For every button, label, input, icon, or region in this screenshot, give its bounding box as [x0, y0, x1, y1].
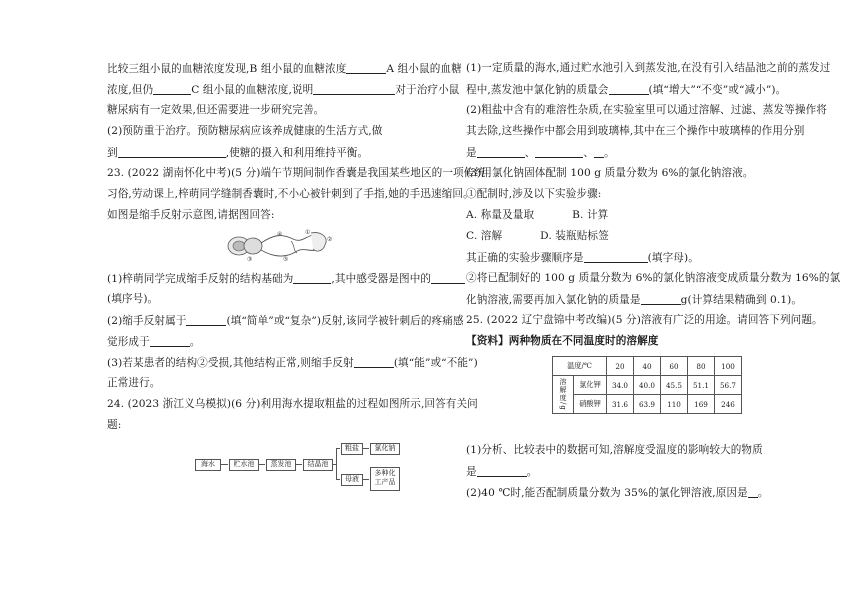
- option-d: D. 装瓶贴标签: [540, 230, 609, 242]
- text-line: 程中,蒸发池中氯化钠的质量会 (填“增大”“不变”或“减小”)。: [466, 84, 787, 96]
- text-line: 是 。: [466, 466, 538, 478]
- right-column: [466, 62, 841, 507]
- text-line: 其去除,这些操作中都会用到玻璃棒,其中在三个操作中玻璃棒的作用分别: [466, 125, 805, 137]
- table-header-cell: 60: [661, 357, 688, 376]
- text-line: (填序号)。: [107, 293, 159, 305]
- text-line: (1)一定质量的海水,通过贮水池引入到蒸发池,在没有引入结晶池之前的蒸发过: [466, 62, 831, 74]
- text-line: 是 、 、 。: [466, 147, 615, 159]
- question-23-stem: 23. (2022 湖南怀化中考)(5 分)端午节期间制作香囊是我国某些地区的一项传统: [107, 167, 486, 179]
- option-line: [466, 209, 822, 230]
- text-line: (1)分析、比较表中的数据可知,溶解度受温度的影响较大的物质: [466, 444, 763, 456]
- flow-node: 蒸发池: [266, 459, 296, 471]
- text-line: 化钠溶液,需要再加入氯化钠的质量是 g(计算结果精确到 0.1)。: [466, 294, 803, 306]
- text-line: (2)40 ℃时,能否配制质量分数为 35%的氯化钾溶液,原因是 。: [466, 487, 769, 499]
- table-header-cell: 100: [715, 357, 742, 376]
- flow-arrow: [362, 448, 369, 449]
- text-line: ②将已配制好的 100 g 质量分数为 6%的氯化钠溶液变成质量分数为 16%的氯: [466, 272, 841, 284]
- reflex-label: ⑤: [283, 256, 289, 263]
- reflex-label: ③: [247, 256, 253, 263]
- text-line: (3)用氯化钠固体配制 100 g 质量分数为 6%的氯化钠溶液。: [466, 167, 754, 179]
- text-line: 比较三组小鼠的血糖浓度发现,B 组小鼠的血糖浓度 A 组小鼠的血糖: [107, 63, 462, 75]
- table-cell: 51.1: [688, 376, 715, 395]
- text-line: 题:: [107, 419, 122, 431]
- question-25-stem: 25. (2022 辽宁盘锦中考改编)(5 分)溶液有广泛的用途。请回答下列问题。: [466, 314, 823, 326]
- table-row: [553, 395, 742, 414]
- flow-node-products: 多种化 工产品: [370, 467, 400, 491]
- flow-arrow: [362, 479, 369, 480]
- text-line: ①配制时,涉及以下实验步骤:: [466, 188, 602, 200]
- reflex-label: ②: [327, 236, 333, 243]
- reflex-label: ④: [277, 231, 283, 238]
- option-line: [466, 230, 822, 251]
- text-line: (1)梓萌同学完成缩手反射的结构基础为 ,其中感受器是图中的: [107, 272, 453, 293]
- table-cell: 45.5: [661, 376, 688, 395]
- table-cell: 110: [661, 395, 688, 414]
- option-c: C. 溶解: [466, 230, 503, 242]
- answer-blank[interactable]: [431, 272, 465, 284]
- reflex-arc-diagram: [107, 229, 453, 263]
- answer-blank[interactable]: [150, 335, 190, 347]
- flow-node: 贮水池: [229, 459, 259, 471]
- answer-blank[interactable]: [535, 146, 583, 158]
- answer-blank[interactable]: [584, 251, 648, 263]
- row-group-label: 溶解度/g: [553, 376, 574, 414]
- table-cell: 56.7: [715, 376, 742, 395]
- table-header-cell: 80: [688, 357, 715, 376]
- text-line: (3)若某患者的结构②受损,其他结构正常,则缩手反射 (填“能”或“不能”): [107, 357, 478, 369]
- text-line: 浓度,但仍 C 组小鼠的血糖浓度,说明 对于治疗小鼠: [107, 84, 460, 96]
- table-cell: 246: [715, 395, 742, 414]
- option-a: A. 称量及量取: [466, 209, 535, 221]
- text-line: (2)预防重于治疗。预防糖尿病应该养成健康的生活方式,做: [107, 125, 383, 137]
- flow-arrow: [258, 464, 265, 465]
- text-line: (2)粗盐中含有的难溶性杂质,在实验室里可以通过溶解、过滤、蒸发等操作将: [466, 104, 827, 116]
- answer-blank[interactable]: [313, 83, 395, 95]
- flow-branch-line: [336, 448, 337, 480]
- flow-node: 结晶池: [303, 459, 333, 471]
- flow-node: 母液: [341, 474, 363, 486]
- answer-blank[interactable]: [594, 146, 604, 158]
- answer-blank[interactable]: [748, 486, 758, 498]
- table-cell: 31.6: [607, 395, 634, 414]
- text-line: 其正确的实验步骤顺序是 (填字母)。: [466, 252, 699, 264]
- table-row: [553, 376, 742, 395]
- answer-blank[interactable]: [346, 62, 386, 74]
- table-header-cell: 20: [607, 357, 634, 376]
- salt-extraction-flowchart: [107, 442, 453, 490]
- answer-blank[interactable]: [354, 356, 394, 368]
- answer-blank[interactable]: [641, 293, 681, 305]
- text-line: 习俗,劳动课上,梓萌同学缝制香囊时,不小心被针刺到了手指,她的手迅速缩回。: [107, 188, 474, 200]
- table-cell: 169: [688, 395, 715, 414]
- table-header-row: [553, 357, 742, 376]
- answer-blank[interactable]: [477, 146, 525, 158]
- answer-blank[interactable]: [153, 83, 191, 95]
- text-line: 如图是缩手反射示意图,请据图回答:: [107, 209, 275, 221]
- flow-branch-line: [336, 479, 340, 480]
- table-cell: 40.0: [634, 376, 661, 395]
- text-line: 正常进行。: [107, 377, 161, 389]
- option-b: B. 计算: [572, 209, 609, 221]
- flow-branch-line: [336, 448, 340, 449]
- answer-blank[interactable]: [293, 272, 331, 284]
- answer-blank[interactable]: [186, 314, 226, 326]
- answer-blank[interactable]: [477, 465, 527, 477]
- reflex-arc-figure: [225, 229, 335, 263]
- text-line: (2)缩手反射属于 (填“简单”或“复杂”)反射,该同学被针刺后的疼痛感: [107, 315, 464, 327]
- flow-arrow: [220, 464, 228, 465]
- table-row-name: 硝酸钾: [574, 395, 607, 414]
- reflex-label: ①: [305, 229, 311, 236]
- table-header-cell: 40: [634, 357, 661, 376]
- answer-blank[interactable]: [118, 146, 226, 158]
- text-line: 糖尿病有一定效果,但还需要进一步研究完善。: [107, 104, 325, 116]
- answer-blank[interactable]: [609, 83, 649, 95]
- flow-node: 氯化钠: [370, 443, 400, 455]
- text-line: 觉形成于 。: [107, 336, 201, 348]
- flow-node: 粗盐: [341, 443, 363, 455]
- table-row-name: 氯化钾: [574, 376, 607, 395]
- flow-node: 海水: [195, 459, 221, 471]
- data-caption: 【资料】两种物质在不同温度时的溶解度: [466, 335, 659, 347]
- text-line: 到 ,使糖的摄入和利用维持平衡。: [107, 147, 369, 159]
- question-24-stem: 24. (2023 浙江义乌模拟)(6 分)利用海水提取粗盐的过程如图所示,回答有关问: [107, 398, 478, 410]
- flow-arrow: [295, 464, 302, 465]
- table-cell: 34.0: [607, 376, 634, 395]
- solubility-table: [552, 356, 742, 414]
- table-header-cell: 温度/℃: [553, 357, 607, 376]
- solubility-table-wrap: [466, 356, 822, 440]
- table-cell: 63.9: [634, 395, 661, 414]
